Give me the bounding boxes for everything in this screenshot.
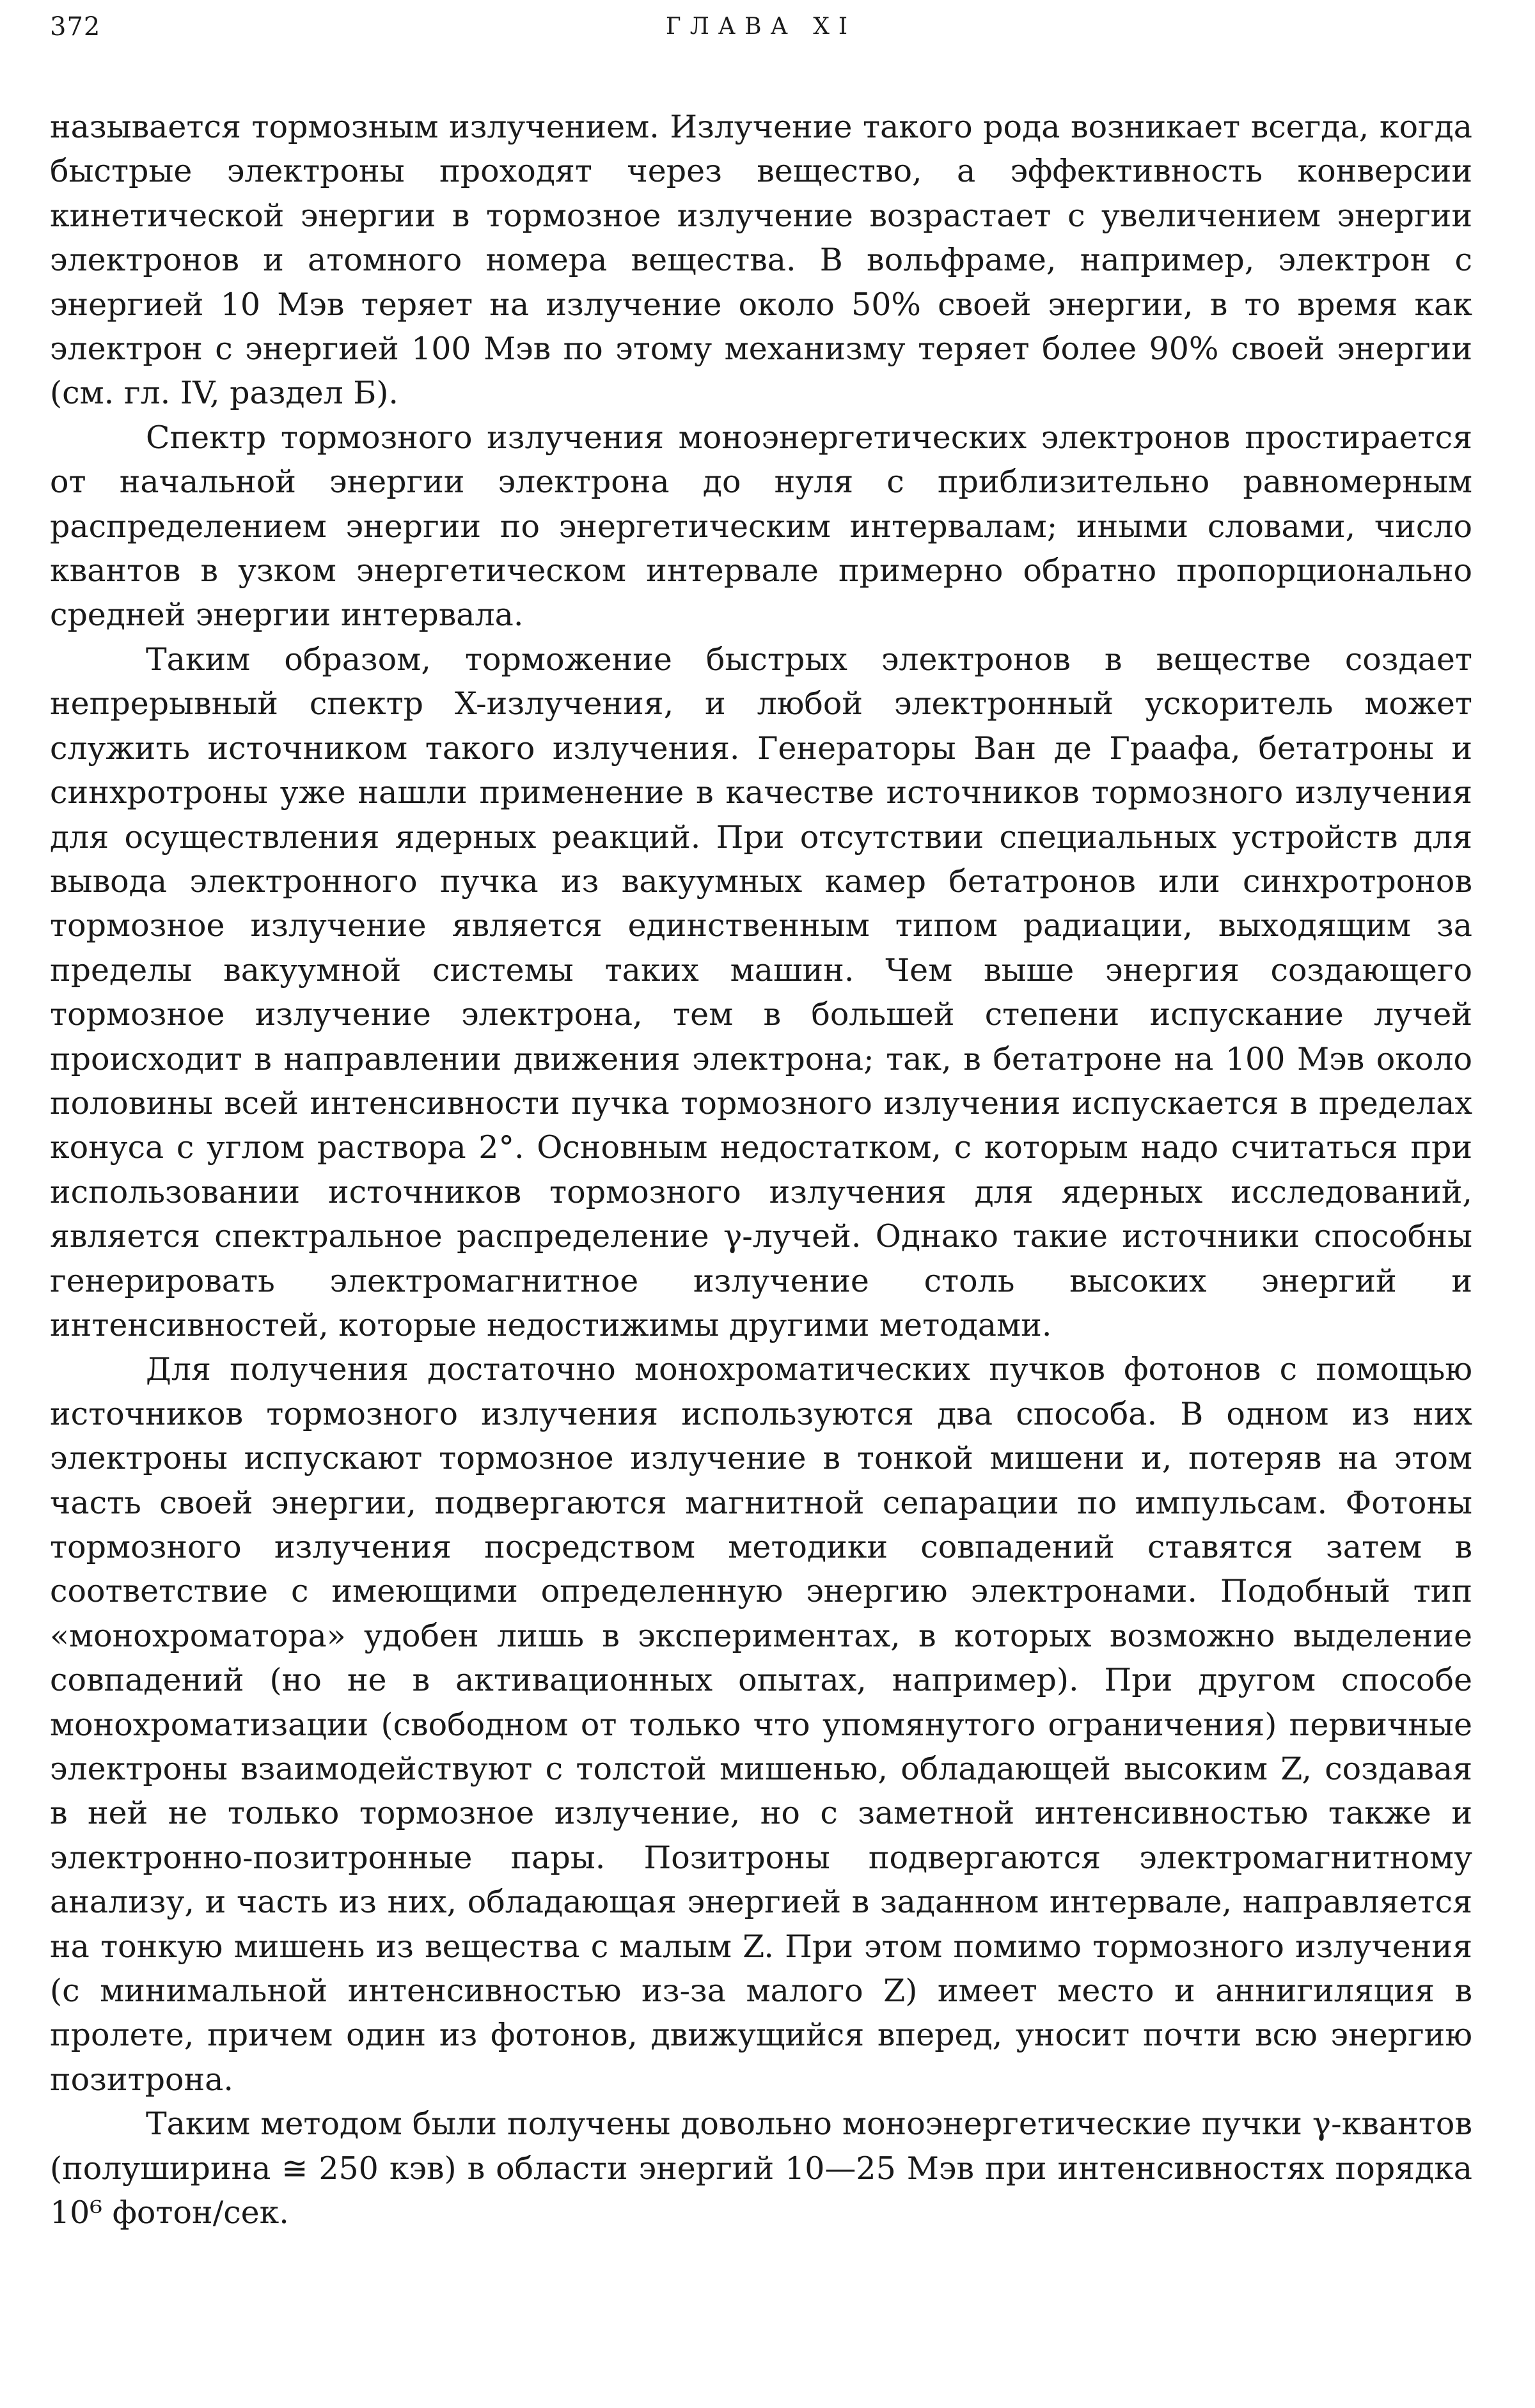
paragraph-5: Таким методом были получены довольно моноэнергетические пучки γ-квантов (полуширина ≅ 250 кэв) в области энергий 10—25 Мэв при интенсивностях порядка 10⁶ фотон/сек. <box>50 2106 1472 2232</box>
body-text <box>50 105 1472 2235</box>
running-head <box>50 4 1472 50</box>
paragraph-4: Для получения достаточно монохроматических пучков фотонов с помощью источников тормозного излучения используются два способа. В одном из них электроны испускают тормозное излучение в тонкой мишени и, потеряв на этом часть своей энергии, подвергаются магнитной сепарации по импульсам. Фотоны тормозного излучения посредством методики совпадений ставятся затем в соответствие с имеющими определенную энергию электронами. Подобный тип «монохроматора» удобен лишь в экспериментах, в которых возможно выделение совпадений (но не в активационных опытах, например). При другом способе монохроматизации (свободном от только что упомянутого ограничения) первичные электроны взаимодействуют с толстой мишенью, обладающей высоким Z, создавая в ней не только тормозное излучение, но с заметной интенсивностью также и электронно-позитронные пары. Позитроны подвергаются электромагнитному анализу, и часть из них, обладающая энергией в заданном интервале, направляется на тонкую мишень из вещества с малым Z. При этом помимо тормозного излучения (с минимальной интенсивностью из-за малого Z) имеет место и аннигиляция в пролете, причем один из фотонов, движущийся вперед, уносит почти всю энергию позитрона. <box>50 1351 1472 2098</box>
paragraph-3: Таким образом, торможение быстрых электронов в веществе создает непрерывный спектр X-излучения, и любой электронный ускоритель может служить источником такого излучения. Генераторы Ван де Граафа, бетатроны и синхротроны уже нашли применение в качестве источников тормозного излучения для осуществления ядерных реакций. При отсутствии специальных устройств для вывода электронного пучка из вакуумных камер бетатронов или синхротронов тормозное излучение является единственным типом радиации, выходящим за пределы вакуумной системы таких машин. Чем выше энергия создающего тормозное излучение электрона, тем в большей степени испускание лучей происходит в направлении движения электрона; так, в бетатроне на 100 Мэв около половины всей интенсивности пучка тормозного излучения испускается в пределах конуса с углом раствора 2°. Основным недостатком, с которым надо считаться при использовании источников тормозного излучения для ядерных исследований, является спектральное распределение γ-лучей. Однако такие источники способны генерировать электромагнитное излучение столь высоких энергий и интенсивностей, которые недостижимы другими методами. <box>50 641 1472 1343</box>
page-number: 372 <box>50 12 101 42</box>
chapter-title: ГЛАВА XI <box>665 13 857 40</box>
paragraph-1: называется тормозным излучением. Излучение такого рода возникает всегда, когда быстрые электроны проходят через вещество, а эффективность конверсии кинетической энергии в тормозное излучение возрастает с увеличением энергии электронов и атомного номера вещества. В вольфраме, например, электрон с энергией 10 Мэв теряет на излучение около 50% своей энергии, в то время как электрон с энергией 100 Мэв по этому механизму теряет более 90% своей энергии (см. гл. IV, раздел Б). <box>50 109 1472 412</box>
paragraph-2: Спектр тормозного излучения моноэнергетических электронов простирается от начальной энергии электрона до нуля с приблизительно равномерным распределением энергии по энергетическим интервалам; иными словами, число квантов в узком энергетическом интервале примерно обратно пропорционально средней энергии интервала. <box>50 419 1472 634</box>
